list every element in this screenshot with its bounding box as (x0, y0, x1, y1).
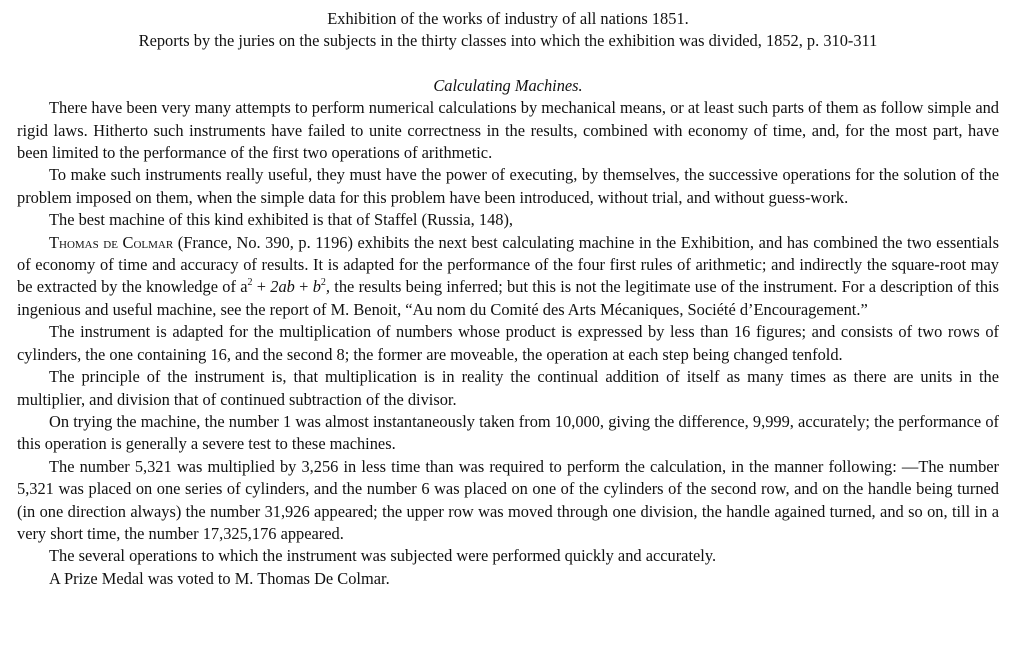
paragraph-text: (France, No. 390, p. 1196) exhibits the next best calculating machine in the Exhibition, and has combined the two essentials of economy of time and accuracy of results. It is adapted for the performance of the four first rules of arithmetic; and indirectly the square-root may be extracted by the knowledge of a (17, 232, 999, 297)
formula-term: 2ab (270, 277, 295, 297)
document-header (17, 8, 999, 53)
paragraph-intro: There have been very many attempts to perform numerical calculations by mechanical means, or at least such parts of them as follow simple and rigid laws. Hitherto such instruments have failed to unite correctness in the results, combined with economy of time, and, for the most part, have been limited to the performance of the first two operations of arithmetic. (17, 98, 999, 163)
superscript: 2 (247, 277, 253, 288)
paragraph-prize: A Prize Medal was voted to M. Thomas De Colmar. (49, 568, 390, 588)
header-title: Exhibition of the works of industry of all nations 1851. (327, 9, 689, 28)
paragraph-thomas-de-colmar (17, 232, 999, 322)
plus-sign: + (294, 277, 313, 297)
section-title: Calculating Machines. (433, 75, 583, 95)
paragraph-operations: The several operations to which the instrument was subjected were performed quickly and accurately. (49, 546, 717, 566)
paragraph-usefulness: To make such instruments really useful, they must have the power of executing, by themselves, the successive operations for the solution of the problem imposed on them, when the simple data for this problem have been introduced, without trial, and without guess-work. (17, 165, 999, 207)
header-citation: Reports by the juries on the subjects in the thirty classes into which the exhibition was divided, 1852, p. 310-311 (138, 31, 878, 51)
superscript: 2 (320, 277, 326, 288)
paragraph-subtraction-test: On trying the machine, the number 1 was almost instantaneously taken from 10,000, giving the difference, 9,999, accurately; the performance of this operation is generally a severe test to these machines. (17, 411, 999, 454)
plus-sign: + (252, 277, 271, 297)
formula-term: b (312, 277, 321, 297)
paragraph-best-machine: The best machine of this kind exhibited is that of Staffel (Russia, 148), (49, 210, 514, 230)
inventor-name: Thomas de Colmar (49, 232, 174, 252)
paragraph-text: the results being inferred; but this is not the legitimate use of the instrument. For a description of this ingenious and useful machine, see the report of M. Benoit, “Au nom du Comité des Arts Mécaniques, Société d’Encouragement.” (17, 277, 999, 319)
paragraph-multiplication-test: The number 5,321 was multiplied by 3,256 in less time than was required to perform the calculation, in the manner following: —The number 5,321 was placed on one series of cylinders, and the number 6 was placed on one of the cylinders of the second row, and on the handle being turned (in one direction always) the number 31,926 appeared; the upper row was moved through one division, the handle agained turned, and so on, till in a very short time, the number 17,325,176 appeared. (17, 456, 999, 543)
formula-comma: , (325, 277, 330, 297)
paragraph-principle: The principle of the instrument is, that multiplication is in reality the continual addition of itself as many times as there are units in the multiplier, and division that of continued subtraction of the divisor. (17, 367, 999, 409)
paragraph-multiplication: The instrument is adapted for the multiplication of numbers whose product is expressed by less than 16 figures; and consists of two rows of cylinders, the one containing 16, and the second 8; the former are moveable, the operation at each step being changed tenfold. (17, 322, 999, 364)
